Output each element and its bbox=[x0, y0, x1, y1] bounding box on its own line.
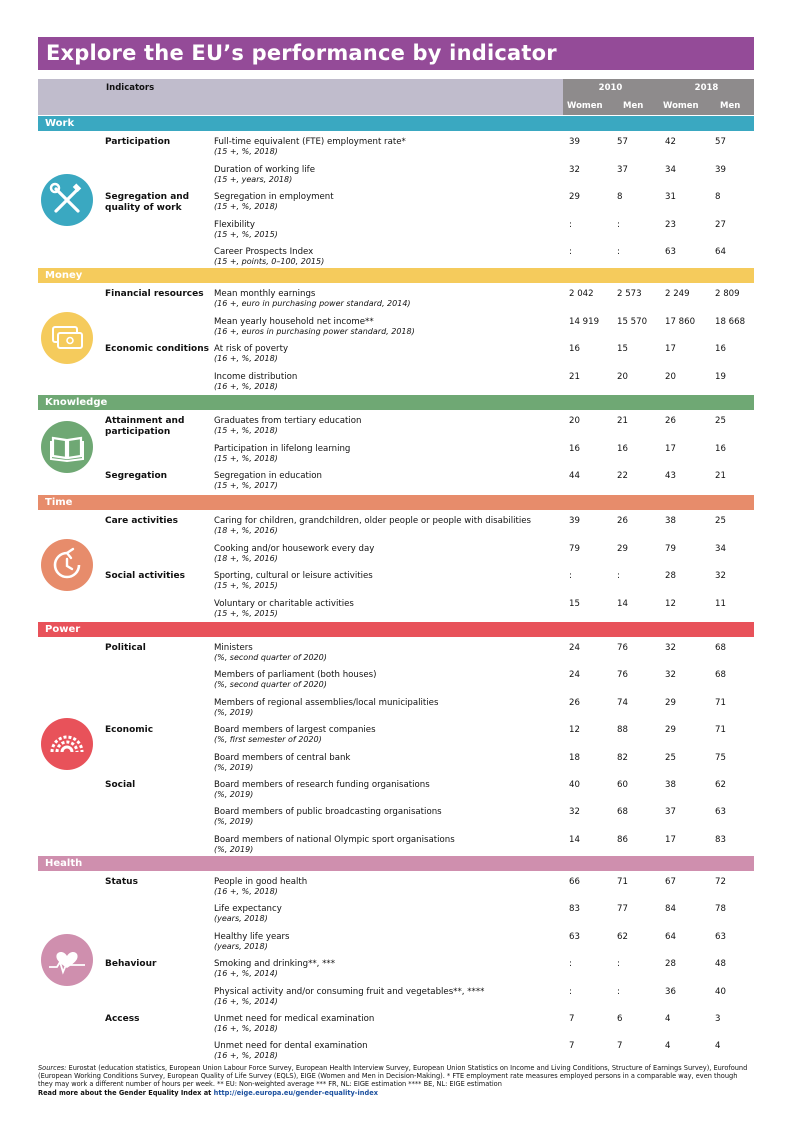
value-men-2010: 8 bbox=[617, 192, 623, 202]
indicator-note: (16 +, euros in purchasing power standard, 2018) bbox=[214, 326, 415, 336]
value-women-2018: 4 bbox=[665, 1041, 671, 1052]
table-row bbox=[38, 669, 754, 695]
indicator-name bbox=[214, 1014, 564, 1034]
indicator-note: (15 +, %, 2018) bbox=[214, 453, 278, 463]
value-women-2018: 17 bbox=[665, 443, 676, 454]
value-women-2018: 63 bbox=[665, 247, 676, 257]
section-power bbox=[38, 622, 754, 855]
value-women-2010: 44 bbox=[569, 471, 580, 481]
value-men-2018: 78 bbox=[715, 904, 726, 915]
indicator-name bbox=[214, 1041, 564, 1061]
value-men-2018: 16 bbox=[715, 344, 726, 354]
indicator-name bbox=[214, 344, 564, 364]
value-men-2010: 68 bbox=[617, 807, 628, 818]
value-women-2010: 7 bbox=[569, 1014, 575, 1024]
table-row bbox=[38, 697, 754, 723]
value-women-2018: 26 bbox=[665, 416, 676, 426]
indicator-note: (16 +, %, 2018) bbox=[214, 1024, 278, 1033]
value-women-2010: 18 bbox=[569, 752, 580, 763]
value-men-2018: 3 bbox=[715, 1014, 721, 1024]
indicators-header bbox=[38, 79, 563, 115]
sources-text: Eurostat (education statistics, European Union Labour Force Survey, European Health Interview Survey, European Union Statistics on Income and Living Conditions, Structure of Earnings Survey), Eurofound (European Working Conditions Survey, European Quality of Life Survey (EQLS), EIGE (Women and Men in Decision-Making). * FTE employment rate measures employed persons in a comparable way, even though they may work a different number of hours per week. ** EU: Non-weighted average *** FR, NL: EIGE estimation **** BE, NL: EIGE estimation bbox=[38, 1064, 748, 1089]
gender-equality-index-link[interactable]: http://eige.europa.eu/gender-equality-index bbox=[213, 1088, 378, 1097]
indicator-label: Board members of public broadcasting organisations bbox=[214, 807, 442, 818]
value-men-2010: 15 bbox=[617, 344, 628, 354]
table-row bbox=[38, 779, 754, 805]
value-women-2010: 12 bbox=[569, 725, 580, 736]
value-men-2010: 74 bbox=[617, 697, 628, 708]
table-row bbox=[38, 642, 754, 668]
value-men-2018: 63 bbox=[715, 807, 726, 818]
value-women-2018: 28 bbox=[665, 571, 676, 581]
value-men-2018: 32 bbox=[715, 571, 726, 581]
value-men-2018: 21 bbox=[715, 471, 726, 481]
value-women-2010: 14 bbox=[569, 834, 580, 845]
indicator-label: Graduates from tertiary education bbox=[214, 416, 362, 426]
value-men-2018: 39 bbox=[715, 164, 726, 175]
table-row bbox=[38, 288, 754, 314]
value-women-2018: 32 bbox=[665, 643, 676, 653]
indicator-note: (15 +, %, 2018) bbox=[214, 202, 278, 211]
section-header-knowledge: Knowledge bbox=[38, 395, 754, 410]
indicator-label: Income distribution bbox=[214, 371, 298, 382]
value-men-2018: 8 bbox=[715, 192, 721, 202]
indicator-note: (16 +, %, 2018) bbox=[214, 1051, 278, 1061]
indicator-note: (15 +, %, 2018) bbox=[214, 426, 278, 435]
indicator-label: Flexibility bbox=[214, 219, 256, 230]
value-men-2010: 88 bbox=[617, 725, 628, 736]
value-women-2018: 29 bbox=[665, 697, 676, 708]
indicator-note: (15 +, years, 2018) bbox=[214, 174, 293, 184]
indicator-name bbox=[214, 289, 564, 309]
footer bbox=[38, 1064, 754, 1097]
value-men-2018: 62 bbox=[715, 780, 726, 790]
indicator-note: (%, 2019) bbox=[214, 707, 254, 717]
table-row bbox=[38, 219, 754, 245]
value-women-2010: 15 bbox=[569, 598, 580, 609]
value-women-2010: 7 bbox=[569, 1041, 575, 1052]
indicator-name bbox=[214, 698, 564, 718]
section-time bbox=[38, 495, 754, 621]
indicator-label: Ministers bbox=[214, 643, 253, 653]
subdomain-label: Segregation bbox=[105, 471, 168, 481]
indicator-name bbox=[214, 317, 564, 337]
indicator-name bbox=[214, 220, 564, 240]
value-men-2018: 34 bbox=[715, 543, 726, 554]
indicator-name bbox=[214, 643, 564, 663]
value-women-2018: 2 249 bbox=[665, 289, 690, 299]
value-women-2010: 2 042 bbox=[569, 289, 594, 299]
indicator-note: (18 +, %, 2016) bbox=[214, 553, 278, 563]
value-women-2010: 66 bbox=[569, 877, 580, 887]
indicator-note: (%, second quarter of 2020) bbox=[214, 680, 327, 690]
indicator-name bbox=[214, 753, 564, 773]
value-men-2018: 83 bbox=[715, 834, 726, 845]
value-men-2010: 6 bbox=[617, 1014, 623, 1024]
indicator-name bbox=[214, 471, 564, 491]
indicator-name bbox=[214, 904, 564, 924]
value-men-2018: 64 bbox=[715, 247, 726, 257]
indicator-label: Board members of national Olympic sport organisations bbox=[214, 834, 455, 845]
value-women-2010: 83 bbox=[569, 904, 580, 915]
men-label-2010: Men bbox=[623, 101, 644, 111]
indicator-name bbox=[214, 959, 564, 979]
table-row bbox=[38, 724, 754, 750]
value-men-2010: 15 570 bbox=[617, 316, 648, 327]
value-women-2010: : bbox=[569, 571, 572, 581]
indicator-name bbox=[214, 165, 564, 185]
indicator-note: (16 +, %, 2014) bbox=[214, 996, 278, 1006]
section-health bbox=[38, 856, 754, 1061]
value-men-2010: : bbox=[617, 571, 620, 581]
value-men-2010: 20 bbox=[617, 371, 628, 382]
value-men-2010: : bbox=[617, 959, 620, 970]
subdomain-label: Behaviour bbox=[105, 959, 157, 970]
value-women-2010: 79 bbox=[569, 543, 580, 554]
table-row bbox=[38, 1040, 754, 1066]
indicator-note: (15 +, %, 2015) bbox=[214, 229, 278, 239]
value-women-2018: 31 bbox=[665, 192, 676, 202]
value-men-2010: 14 bbox=[617, 598, 628, 609]
table-row bbox=[38, 903, 754, 929]
value-women-2018: 23 bbox=[665, 219, 676, 230]
value-men-2010: 57 bbox=[617, 137, 628, 147]
indicator-note: (16 +, %, 2014) bbox=[214, 969, 278, 979]
value-men-2018: 40 bbox=[715, 986, 726, 997]
indicator-name bbox=[214, 877, 564, 897]
indicator-label: Full-time equivalent (FTE) employment rate* bbox=[214, 137, 406, 147]
indicator-label: Mean yearly household net income** bbox=[214, 316, 374, 327]
indicator-name bbox=[214, 780, 564, 800]
value-women-2018: 12 bbox=[665, 598, 676, 609]
page-title: Explore the EU’s performance by indicator bbox=[38, 37, 754, 70]
indicator-note: (%, 2019) bbox=[214, 817, 254, 827]
indicator-label: Unmet need for medical examination bbox=[214, 1014, 375, 1024]
women-label-2010: Women bbox=[567, 101, 603, 111]
read-more-text: Read more about the Gender Equality Index at bbox=[38, 1088, 214, 1097]
indicator-name bbox=[214, 670, 564, 690]
indicator-note: (%, 2019) bbox=[214, 790, 254, 799]
value-men-2010: : bbox=[617, 247, 620, 257]
value-women-2010: : bbox=[569, 219, 572, 230]
value-men-2010: 76 bbox=[617, 643, 628, 653]
value-women-2018: 42 bbox=[665, 137, 676, 147]
value-men-2010: 37 bbox=[617, 164, 628, 175]
value-women-2010: 14 919 bbox=[569, 316, 600, 327]
value-men-2018: 19 bbox=[715, 371, 726, 382]
value-men-2018: 71 bbox=[715, 725, 726, 736]
indicator-name bbox=[214, 544, 564, 564]
table-row bbox=[38, 752, 754, 778]
indicator-note: (16 +, %, 2018) bbox=[214, 887, 278, 896]
value-women-2010: 24 bbox=[569, 643, 580, 653]
indicator-note: (16 +, %, 2018) bbox=[214, 354, 278, 363]
subdomain-label: Social bbox=[105, 780, 136, 790]
indicator-label: Physical activity and/or consuming fruit and vegetables**, **** bbox=[214, 986, 485, 997]
indicator-label: Life expectancy bbox=[214, 904, 282, 915]
value-men-2018: 48 bbox=[715, 959, 726, 970]
section-money bbox=[38, 268, 754, 394]
table-row bbox=[38, 191, 754, 217]
indicator-label: Caring for children, grandchildren, older people or people with disabilities bbox=[214, 516, 531, 526]
subdomain-label: Access bbox=[105, 1014, 140, 1024]
indicator-label: Members of regional assemblies/local municipalities bbox=[214, 697, 439, 708]
indicator-note: (%, 2019) bbox=[214, 762, 254, 772]
value-men-2018: 68 bbox=[715, 670, 726, 681]
indicator-label: Board members of largest companies bbox=[214, 725, 376, 736]
indicator-note: (15 +, %, 2017) bbox=[214, 481, 278, 490]
value-men-2018: 16 bbox=[715, 443, 726, 454]
value-men-2018: 4 bbox=[715, 1041, 721, 1052]
indicator-name bbox=[214, 372, 564, 392]
indicator-note: (15 +, %, 2018) bbox=[214, 147, 278, 156]
value-men-2010: 29 bbox=[617, 543, 628, 554]
indicator-label: Cooking and/or housework every day bbox=[214, 543, 375, 554]
indicator-name bbox=[214, 444, 564, 464]
value-women-2018: 38 bbox=[665, 516, 676, 526]
table-row bbox=[38, 164, 754, 190]
table-row bbox=[38, 543, 754, 569]
value-women-2018: 29 bbox=[665, 725, 676, 736]
table-row bbox=[38, 931, 754, 957]
indicator-label: Board members of research funding organisations bbox=[214, 780, 430, 790]
table-row bbox=[38, 515, 754, 541]
value-women-2018: 64 bbox=[665, 931, 676, 942]
years-header bbox=[563, 79, 754, 115]
indicator-name bbox=[214, 137, 564, 157]
value-men-2010: 86 bbox=[617, 834, 628, 845]
value-men-2010: 21 bbox=[617, 416, 628, 426]
table-row bbox=[38, 443, 754, 469]
value-men-2018: 63 bbox=[715, 931, 726, 942]
value-men-2018: 18 668 bbox=[715, 316, 746, 327]
men-label-2018: Men bbox=[720, 101, 741, 111]
year-2010-label: 2010 bbox=[598, 83, 623, 93]
indicator-note: (%, 2019) bbox=[214, 844, 254, 854]
value-women-2018: 4 bbox=[665, 1014, 671, 1024]
indicators-label: Indicators bbox=[106, 83, 155, 93]
value-women-2018: 36 bbox=[665, 986, 676, 997]
indicator-note: (15 +, %, 2015) bbox=[214, 581, 278, 590]
value-men-2018: 75 bbox=[715, 752, 726, 763]
value-women-2010: 40 bbox=[569, 780, 580, 790]
indicator-label: Mean monthly earnings bbox=[214, 289, 316, 299]
table-row bbox=[38, 1013, 754, 1039]
value-women-2018: 37 bbox=[665, 807, 676, 818]
indicator-note: (years, 2018) bbox=[214, 941, 268, 951]
indicator-name bbox=[214, 516, 564, 536]
indicator-note: (15 +, %, 2015) bbox=[214, 608, 278, 618]
subdomain-label: Status bbox=[105, 877, 138, 887]
indicator-name bbox=[214, 571, 564, 591]
value-women-2018: 84 bbox=[665, 904, 676, 915]
subdomain-label: Attainment and participation bbox=[105, 416, 185, 437]
indicator-name bbox=[214, 725, 564, 745]
value-women-2010: : bbox=[569, 986, 572, 997]
value-women-2018: 43 bbox=[665, 471, 676, 481]
indicator-note: (years, 2018) bbox=[214, 914, 268, 924]
value-women-2018: 32 bbox=[665, 670, 676, 681]
table-row bbox=[38, 876, 754, 902]
indicator-label: Participation in lifelong learning bbox=[214, 443, 351, 454]
section-header-work: Work bbox=[38, 116, 754, 131]
year-2018-label: 2018 bbox=[694, 83, 719, 93]
table-row bbox=[38, 570, 754, 596]
value-women-2010: 63 bbox=[569, 931, 580, 942]
value-women-2018: 28 bbox=[665, 959, 676, 970]
value-men-2010: 71 bbox=[617, 877, 628, 887]
value-men-2010: 7 bbox=[617, 1041, 623, 1052]
table-row bbox=[38, 806, 754, 832]
value-women-2018: 17 bbox=[665, 344, 676, 354]
section-header-health: Health bbox=[38, 856, 754, 871]
value-women-2010: 29 bbox=[569, 192, 580, 202]
value-men-2018: 25 bbox=[715, 516, 726, 526]
value-men-2010: 16 bbox=[617, 443, 628, 454]
table-row bbox=[38, 343, 754, 369]
table-row bbox=[38, 598, 754, 624]
indicator-label: Smoking and drinking**, *** bbox=[214, 959, 336, 970]
subdomain-label: Participation bbox=[105, 137, 171, 147]
table-row bbox=[38, 986, 754, 1012]
value-men-2018: 27 bbox=[715, 219, 726, 230]
indicator-note: (%, second quarter of 2020) bbox=[214, 653, 327, 662]
value-women-2010: 39 bbox=[569, 137, 580, 147]
value-men-2018: 25 bbox=[715, 416, 726, 426]
value-men-2010: : bbox=[617, 219, 620, 230]
value-women-2018: 17 bbox=[665, 834, 676, 845]
indicator-label: Board members of central bank bbox=[214, 752, 351, 763]
value-men-2010: 77 bbox=[617, 904, 628, 915]
indicator-label: Healthy life years bbox=[214, 931, 290, 942]
indicator-name bbox=[214, 599, 564, 619]
table-row bbox=[38, 136, 754, 162]
value-men-2018: 2 809 bbox=[715, 289, 740, 299]
value-men-2010: 76 bbox=[617, 670, 628, 681]
value-men-2018: 57 bbox=[715, 137, 726, 147]
table-header bbox=[38, 79, 754, 115]
value-women-2010: : bbox=[569, 247, 572, 257]
section-header-time: Time bbox=[38, 495, 754, 510]
indicator-label: Voluntary or charitable activities bbox=[214, 598, 354, 609]
indicator-note: (15 +, points, 0–100, 2015) bbox=[214, 257, 325, 266]
indicator-name bbox=[214, 416, 564, 436]
value-men-2018: 11 bbox=[715, 598, 726, 609]
indicator-label: Segregation in education bbox=[214, 471, 322, 481]
value-women-2010: 39 bbox=[569, 516, 580, 526]
section-work bbox=[38, 116, 754, 267]
section-header-money: Money bbox=[38, 268, 754, 283]
indicator-note: (16 +, %, 2018) bbox=[214, 381, 278, 391]
value-men-2010: 22 bbox=[617, 471, 628, 481]
indicator-name bbox=[214, 807, 564, 827]
indicator-label: Unmet need for dental examination bbox=[214, 1041, 368, 1052]
indicator-name bbox=[214, 932, 564, 952]
indicator-label: Sporting, cultural or leisure activities bbox=[214, 571, 373, 581]
indicator-name bbox=[214, 192, 564, 212]
indicator-label: Members of parliament (both houses) bbox=[214, 670, 377, 681]
value-women-2018: 20 bbox=[665, 371, 676, 382]
indicator-note: (18 +, %, 2016) bbox=[214, 526, 278, 535]
subdomain-label: Economic conditions bbox=[105, 344, 209, 354]
table-row bbox=[38, 470, 754, 496]
value-women-2010: 24 bbox=[569, 670, 580, 681]
indicator-label: Career Prospects Index bbox=[214, 247, 314, 257]
value-men-2018: 72 bbox=[715, 877, 726, 887]
table-row bbox=[38, 958, 754, 984]
value-women-2010: 32 bbox=[569, 164, 580, 175]
value-women-2010: 21 bbox=[569, 371, 580, 382]
value-women-2018: 38 bbox=[665, 780, 676, 790]
indicator-label: Segregation in employment bbox=[214, 192, 334, 202]
indicator-note: (16 +, euro in purchasing power standard, 2014) bbox=[214, 299, 411, 308]
indicator-note: (%, first semester of 2020) bbox=[214, 735, 322, 745]
subdomain-label: Financial resources bbox=[105, 289, 204, 299]
table-row bbox=[38, 371, 754, 397]
value-women-2018: 17 860 bbox=[665, 316, 696, 327]
value-women-2018: 34 bbox=[665, 164, 676, 175]
section-knowledge bbox=[38, 395, 754, 494]
indicator-name bbox=[214, 987, 564, 1007]
value-men-2010: 2 573 bbox=[617, 289, 642, 299]
subdomain-label: Care activities bbox=[105, 516, 178, 526]
indicator-label: People in good health bbox=[214, 877, 308, 887]
subdomain-label: Social activities bbox=[105, 571, 185, 581]
value-men-2018: 68 bbox=[715, 643, 726, 653]
women-label-2018: Women bbox=[663, 101, 699, 111]
value-women-2010: 16 bbox=[569, 443, 580, 454]
value-women-2010: : bbox=[569, 959, 572, 970]
value-women-2010: 26 bbox=[569, 697, 580, 708]
indicator-name bbox=[214, 835, 564, 855]
table-row bbox=[38, 415, 754, 441]
value-men-2010: 26 bbox=[617, 516, 628, 526]
value-men-2010: 82 bbox=[617, 752, 628, 763]
value-men-2010: 62 bbox=[617, 931, 628, 942]
value-men-2010: : bbox=[617, 986, 620, 997]
value-women-2010: 32 bbox=[569, 807, 580, 818]
subdomain-label: Segregation and quality of work bbox=[105, 192, 190, 213]
value-men-2010: 60 bbox=[617, 780, 628, 790]
sources-label: Sources: bbox=[38, 1064, 67, 1072]
value-men-2018: 71 bbox=[715, 697, 726, 708]
value-women-2018: 79 bbox=[665, 543, 676, 554]
subdomain-label: Political bbox=[105, 643, 146, 653]
value-women-2010: 16 bbox=[569, 344, 580, 354]
indicator-name bbox=[214, 247, 564, 267]
indicator-label: At risk of poverty bbox=[214, 344, 289, 354]
indicator-label: Duration of working life bbox=[214, 164, 315, 175]
value-women-2018: 25 bbox=[665, 752, 676, 763]
subdomain-label: Economic bbox=[105, 725, 154, 736]
value-women-2010: 20 bbox=[569, 416, 580, 426]
value-women-2018: 67 bbox=[665, 877, 676, 887]
section-header-power: Power bbox=[38, 622, 754, 637]
table-row bbox=[38, 316, 754, 342]
